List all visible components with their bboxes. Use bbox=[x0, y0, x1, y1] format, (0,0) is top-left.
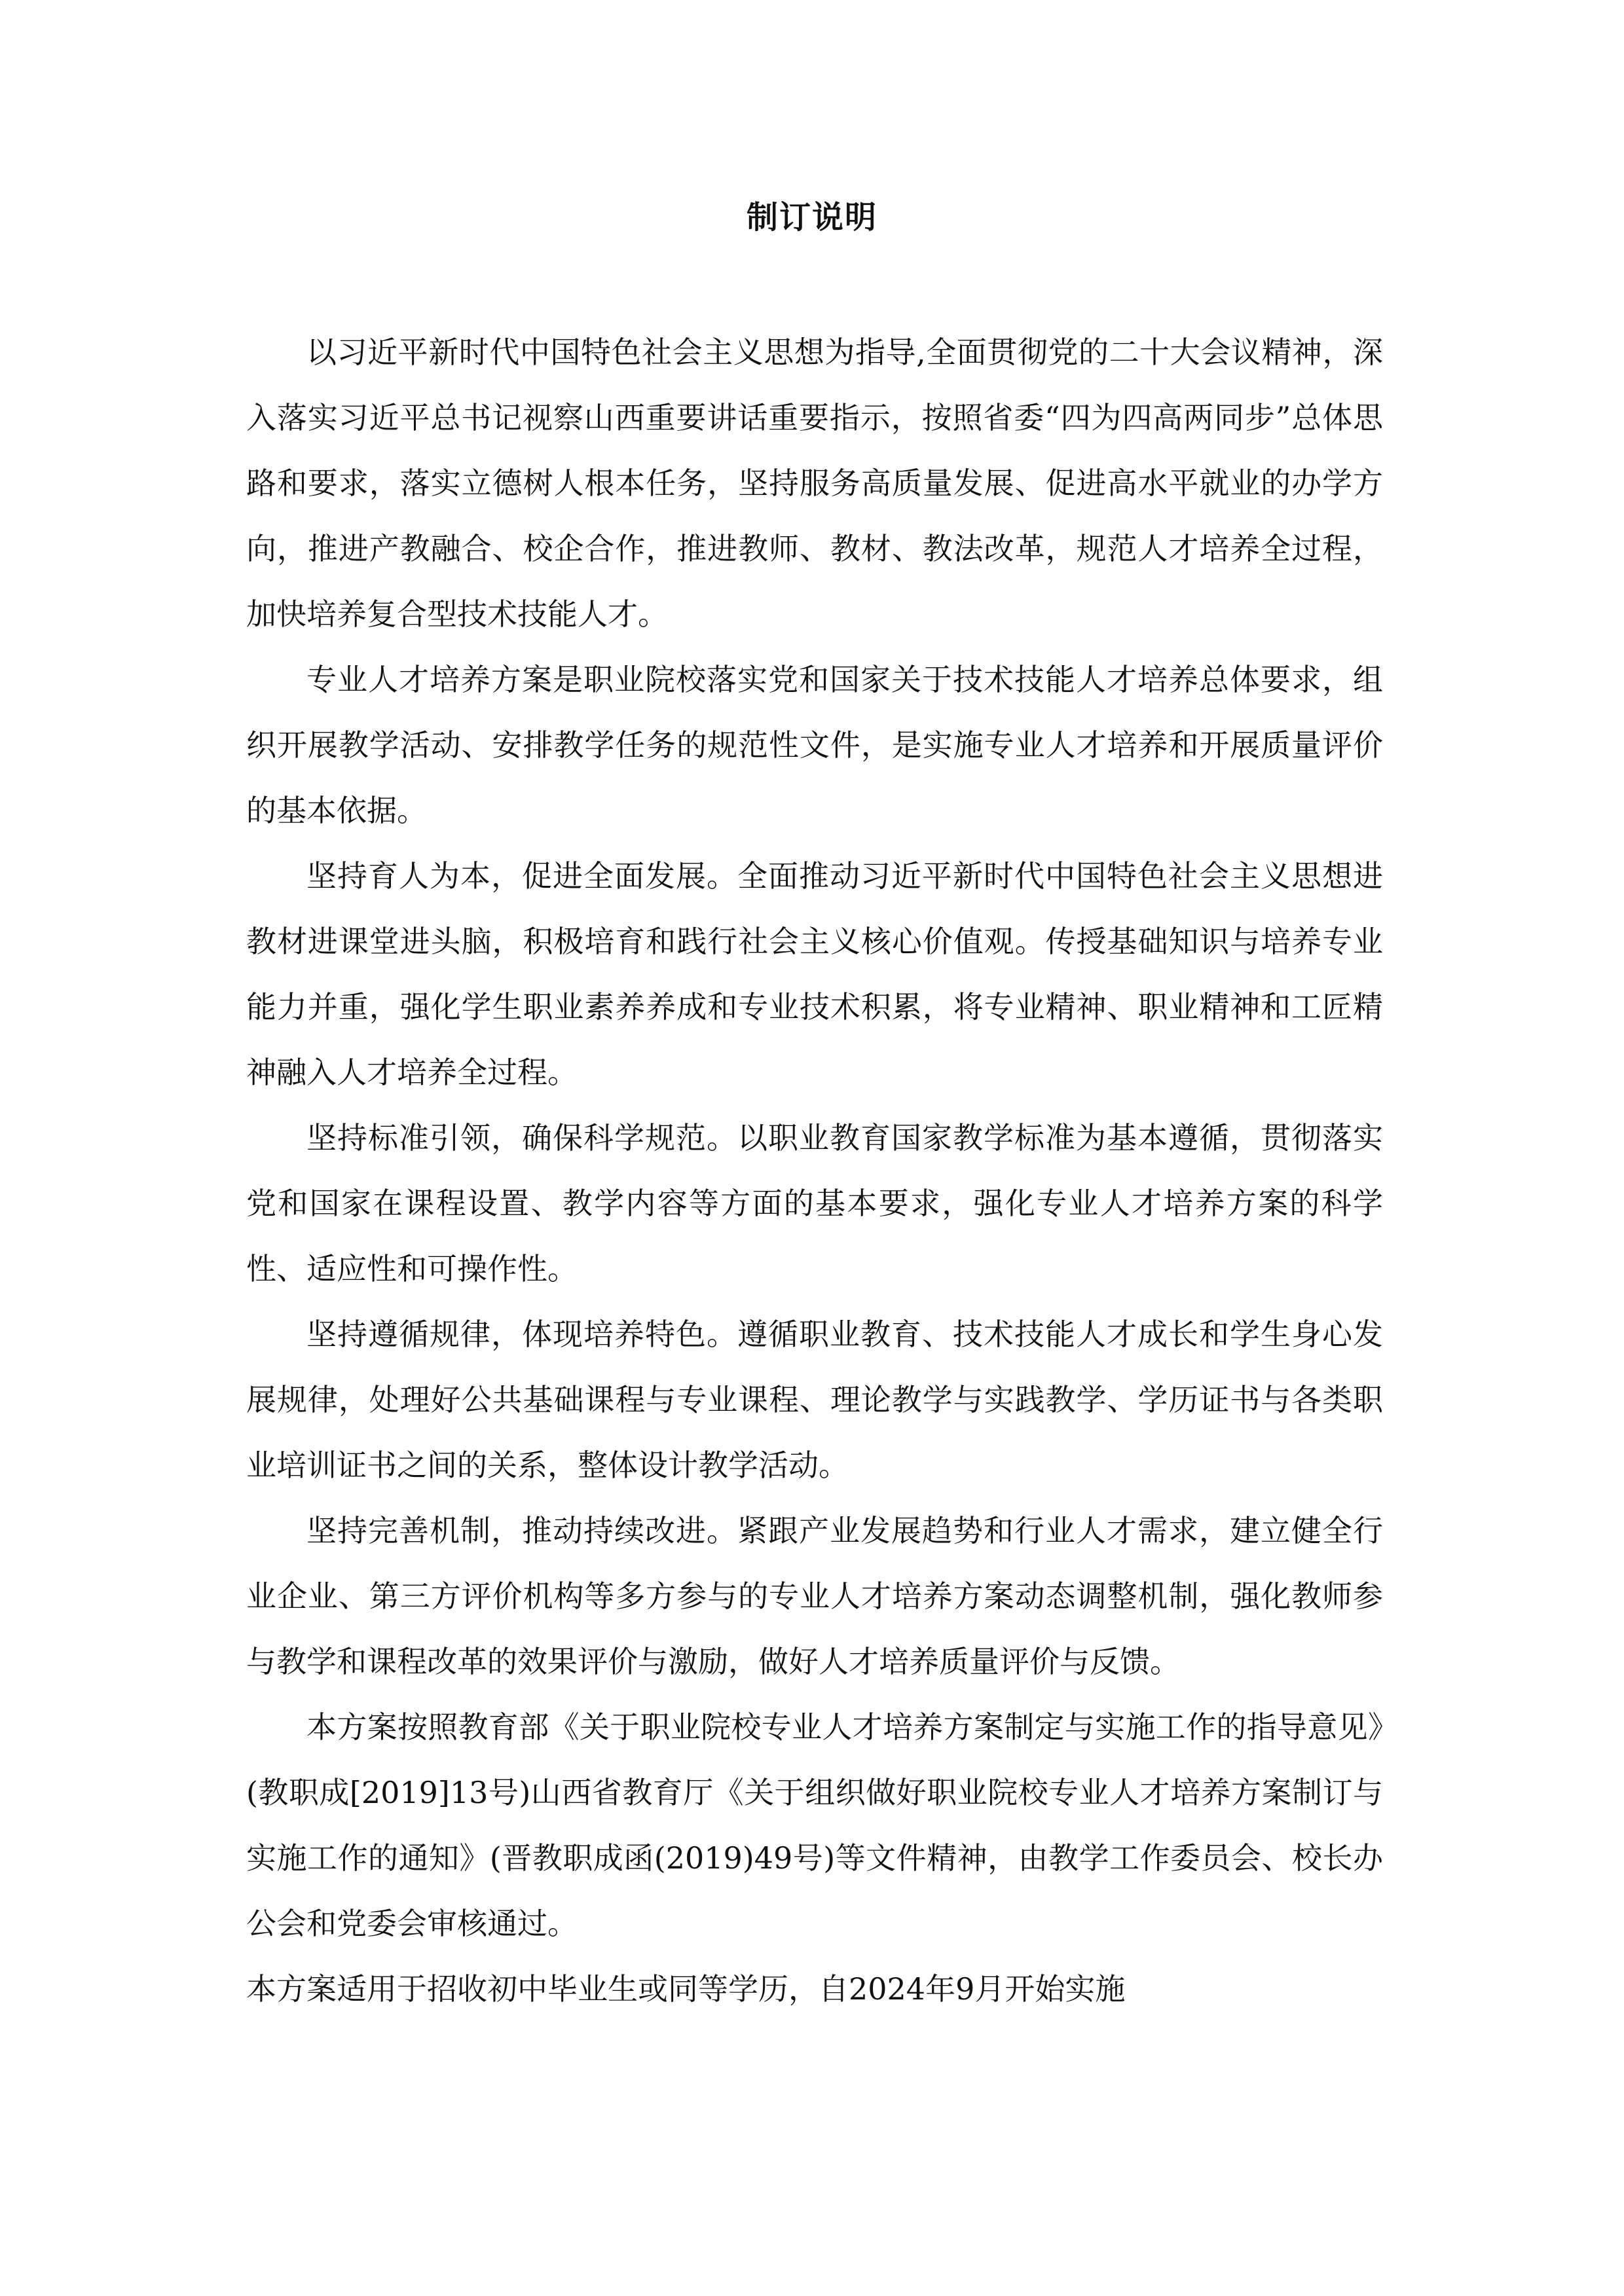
paragraph-principle-education: 坚持育人为本，促进全面发展。全面推动习近平新时代中国特色社会主义思想进教材进课堂进头脑，积极培育和践行社会主义核心价值观。传授基础知识与培养专业能力并重，强化学生职业素养养成和专业技术积累，将专业精神、职业精神和工匠精神融入人才培养全过程。 bbox=[246, 858, 1383, 1090]
paragraph-principle-rules: 坚持遵循规律，体现培养特色。遵循职业教育、技术技能人才成长和学生身心发展规律，处理好公共基础课程与专业课程、理论教学与实践教学、学历证书与各类职业培训证书之间的关系，整体设计教学活动。 bbox=[246, 1317, 1383, 1483]
paragraph-applicability: 本方案适用于招收初中毕业生或同等学历，自2024年9月开始实施 bbox=[246, 1971, 1126, 2007]
paragraph-basis-approval: 本方案按照教育部《关于职业院校专业人才培养方案制定与实施工作的指导意见》(教职成[2019]13号)山西省教育厅《关于组织做好职业院校专业人才培养方案制订与实施工作的通知》(晋教职成函(2019)49号)等文件精神，由教学工作委员会、校长办公会和党委会审核通过。 bbox=[246, 1709, 1383, 1941]
paragraph-plan-definition: 专业人才培养方案是职业院校落实党和国家关于技术技能人才培养总体要求，组织开展教学活动、安排教学任务的规范性文件，是实施专业人才培养和开展质量评价的基本依据。 bbox=[246, 662, 1383, 828]
paragraph-guiding-ideology: 以习近平新时代中国特色社会主义思想为指导,全面贯彻党的二十大会议精神，深入落实习近平总书记视察山西重要讲话重要指示，按照省委“四为四高两同步”总体思路和要求，落实立德树人根本任务，坚持服务高质量发展、促进高水平就业的办学方向，推进产教融合、校企合作，推进教师、教材、教法改革，规范人才培养全过程，加快培养复合型技术技能人才。 bbox=[246, 335, 1383, 632]
document-body bbox=[246, 319, 1383, 2022]
paragraph-principle-mechanism: 坚持完善机制，推动持续改进。紧跟产业发展趋势和行业人才需求，建立健全行业企业、第三方评价机构等多方参与的专业人才培养方案动态调整机制，强化教师参与教学和课程改革的效果评价与激励，做好人才培养质量评价与反馈。 bbox=[246, 1513, 1383, 1679]
document-title: 制订说明 bbox=[746, 199, 877, 236]
paragraph-principle-standards: 坚持标准引领，确保科学规范。以职业教育国家教学标准为基本遵循，贯彻落实党和国家在课程设置、教学内容等方面的基本要求，强化专业人才培养方案的科学性、适应性和可操作性。 bbox=[246, 1120, 1383, 1286]
